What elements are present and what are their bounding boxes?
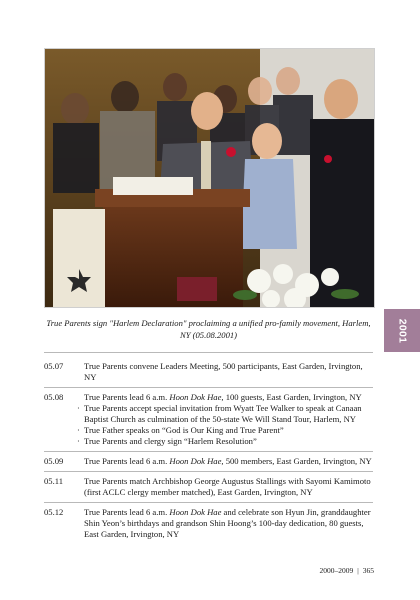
chronology-list [44,357,373,544]
entry-text-part: True Parents lead 6 a.m. [84,456,170,466]
entry-text: True Parents match Archbishop George Augustus Stallings with Sayomi Kamimoto (first ACLC clergy member matched), East Garden, Irvington, NY [84,476,371,497]
footer-separator: | [357,566,359,575]
sub-item [77,403,373,425]
page-number: 365 [362,566,374,575]
bullet: · [77,425,80,435]
entry-text: True Parents convene Leaders Meeting, 500 participants, East Garden, Irvington, NY [84,361,363,382]
bullet: · [77,436,80,446]
page-footer [319,566,374,575]
entry-date: 05.09 [44,456,64,466]
divider [44,352,373,353]
sub-item [77,436,373,447]
entry-date: 05.11 [44,476,64,486]
divider [44,387,373,388]
entry-text [84,456,373,467]
footer-range: 2000–2009 [319,566,354,575]
entry-text-emphasis: Hoon Dok Hae [169,392,222,402]
entry-text-part: , 100 guests, East Garden, Irvington, NY [221,392,362,402]
divider [44,451,373,452]
photo-caption: True Parents sign "Harlem Declaration" proclaiming a unified pro-family movement, Harlem, NY (05.08.2001) [46,318,371,340]
divider [44,502,373,503]
photo-illustration [45,49,374,307]
year-tab-label: 2001 [396,318,408,343]
list-item [44,472,373,502]
bullet: · [77,403,80,413]
list-item [44,452,373,471]
entry-text-emphasis: Hoon Dok Hae [169,456,222,466]
sub-item-text: True Parents accept special invitation from Wyatt Tee Walker to speak at Canaan Baptist Church as culmination of the 50-state We Will Stand Tour, Harlem, NY [84,403,362,424]
entry-date: 05.08 [44,392,64,402]
entry-text-part: , 500 members, East Garden, Irvington, NY [221,456,372,466]
list-item [44,503,373,544]
list-item [44,357,373,387]
entry-date: 05.07 [44,361,64,371]
year-tab [384,309,420,352]
entry-text-part: True Parents lead 6 a.m. [84,392,170,402]
entry-text-part: True Parents lead 6 a.m. [84,507,170,517]
sub-item [77,425,373,436]
entry-text-part: and celebrate son Hyun Jin, granddaughter Shin Yeon’s birthdays and grandson Shin Hoong’s 100-day dedication, 80 guests, East Garden, Irvington, NY [84,507,371,539]
event-photo [44,48,375,308]
sub-item-text: True Parents and clergy sign “Harlem Resolution” [84,436,257,446]
list-item [44,388,373,451]
entry-date: 05.12 [44,507,64,517]
divider [44,471,373,472]
entry-text-emphasis: Hoon Dok Hae [169,507,222,517]
sub-item-text: True Father speaks on “God is Our King and True Parent” [84,425,284,435]
entry-text [84,507,373,540]
entry-text [84,392,373,403]
entry-body [77,392,373,447]
